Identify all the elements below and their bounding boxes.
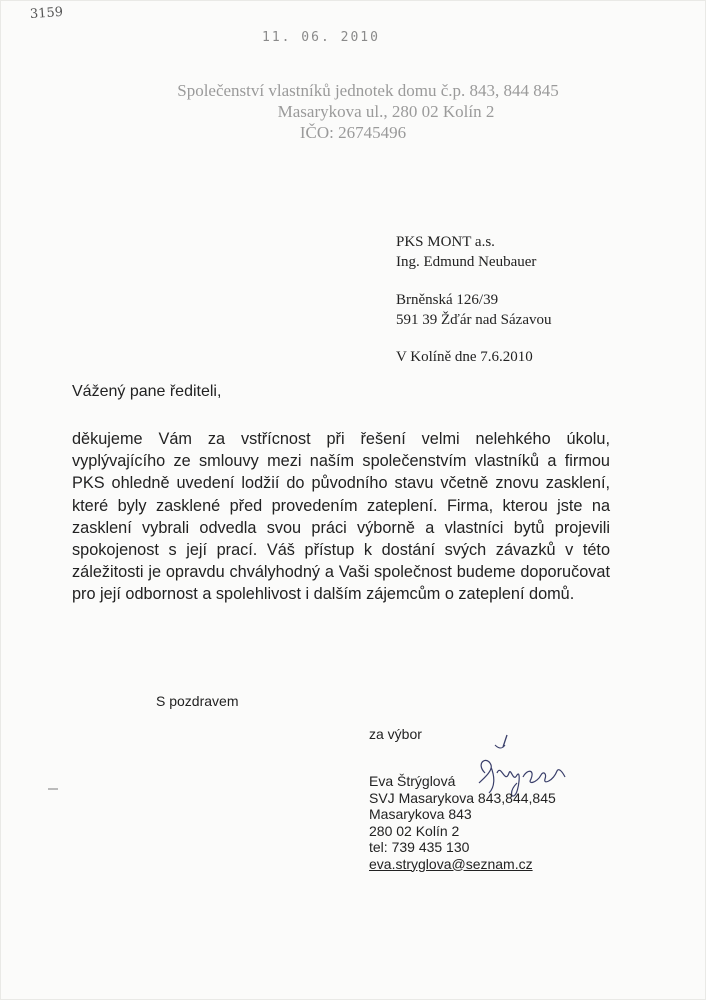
signatory-name: Eva Štrýglová — [369, 773, 456, 789]
recipient-address-block — [396, 232, 552, 367]
letterhead-address: Masarykova ul., 280 02 Kolín 2 — [277, 102, 495, 121]
signatory-email[interactable]: eva.stryglova@seznam.cz — [369, 855, 533, 872]
recipient-city: 591 39 Žďár nad Sázavou — [396, 312, 552, 328]
salutation: Vážený pane řediteli, — [72, 383, 222, 400]
recipient-person: Ing. Edmund Neubauer — [396, 254, 537, 270]
recipient-street: Brněnská 126/39 — [396, 292, 499, 308]
recipient-company: PKS MONT a.s. — [396, 234, 495, 250]
scan-speck — [48, 788, 58, 790]
letterhead — [0, 80, 706, 143]
letterhead-association-name: Společenství vlastníků jednotek domu č.p. 843, 844 845 — [177, 81, 559, 100]
signatory-organization: SVJ Masarykova 843,844,845 — [369, 789, 556, 806]
on-behalf-of-committee: za výbor — [369, 726, 422, 742]
signatory-block — [369, 773, 556, 872]
handwritten-reference-number: 3159 — [29, 4, 64, 23]
letter-date: V Kolíně dne 7.6.2010 — [396, 349, 533, 365]
received-date-stamp: 11. 06. 2010 — [262, 30, 380, 45]
closing-greeting: S pozdravem — [156, 693, 239, 709]
letterhead-company-id: IČO: 26745496 — [299, 123, 407, 142]
signatory-street: Masarykova 843 — [369, 806, 472, 822]
signatory-city: 280 02 Kolín 2 — [369, 822, 460, 839]
signatory-phone: tel: 739 435 130 — [369, 839, 470, 855]
letter-body: děkujeme Vám za vstřícnost při řešení velmi nelehkého úkolu, vyplývajícího ze smlouvy mezi naším společenstvím vlastníků a firmou PKS ohledně uvedení lodžií do původního stavu včetně znovu zasklení, které byly zasklené před provedením zateplení. Firma, kterou jste na zasklení vybrali odvedla svou práci výborně a vlastníci bytů projevili spokojenost s její prací. Váš přístup k dostání svých závazků v této záležitosti je opravdu chvályhodný a Vaši společnost budeme doporučovat pro její odbornost a spolehlivost i dalším zájemcům o zateplení domů. — [72, 430, 610, 604]
